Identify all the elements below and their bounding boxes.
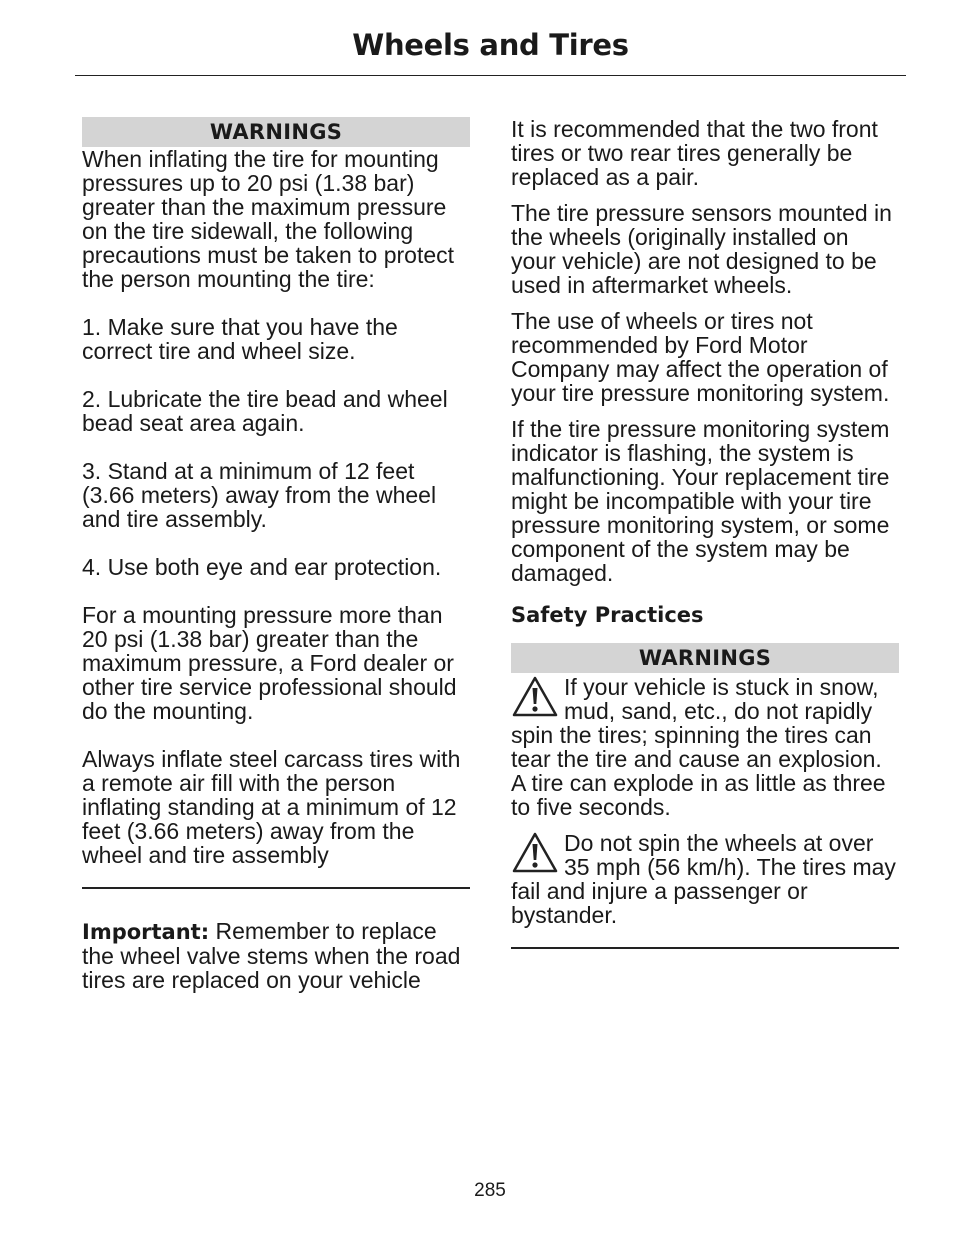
page-number: 285: [474, 1180, 506, 1201]
safety-practices-heading: Safety Practices: [511, 603, 704, 627]
warning-triangle-icon: [511, 831, 559, 875]
important-note: [82, 919, 470, 992]
title-divider: [75, 75, 906, 76]
warning-triangle-icon: [511, 675, 559, 719]
warnings-heading: WARNINGS: [511, 643, 899, 673]
dealer-mounting-text: For a mounting pressure more than 20 psi (1.38 bar) greater than the maximum pressure, a Ford dealer or other tire service professional should do the mounting.: [82, 602, 457, 724]
right-column: [511, 117, 899, 949]
paragraph-replace-pair: It is recommended that the two front tires or two rear tires generally be replaced as a pair.: [511, 116, 878, 190]
section-divider: [511, 947, 899, 949]
warning-item: [511, 831, 899, 927]
important-label: Important:: [82, 920, 210, 944]
steel-carcass-text: Always inflate steel carcass tires with a remote air fill with the person inflating standing at a minimum of 12 feet (3.66 meters) away from the wheel and tire assembly: [82, 746, 461, 868]
warning-item: [511, 675, 899, 819]
important-text: Remember to replace the wheel valve stems when the road tires are replaced on your vehicle: [82, 918, 461, 993]
left-column: [82, 117, 470, 992]
step-1: 1. Make sure that you have the correct tire and wheel size.: [82, 314, 398, 364]
warning-text-speed: Do not spin the wheels at over 35 mph (56 km/h). The tires may fail and injure a passenger or bystander.: [511, 830, 896, 928]
paragraph-sensors: The tire pressure sensors mounted in the wheels (originally installed on your vehicle) are not designed to be used in aftermarket wheels.: [511, 200, 892, 298]
warning-text-stuck: If your vehicle is stuck in snow, mud, sand, etc., do not rapidly spin the tires; spinning the tires can tear the tire and cause an explosion. A tire can explode in as little as three to five seconds.: [511, 674, 886, 820]
step-4: 4. Use both eye and ear protection.: [82, 554, 442, 580]
step-3: 3. Stand at a minimum of 12 feet (3.66 meters) away from the wheel and tire assembly.: [82, 458, 437, 532]
page-title: Wheels and Tires: [352, 28, 629, 62]
paragraph-ford-wheels: The use of wheels or tires not recommended by Ford Motor Company may affect the operation of your tire pressure monitoring system.: [511, 308, 890, 406]
section-divider: [82, 887, 470, 889]
warning-intro: When inflating the tire for mounting pressures up to 20 psi (1.38 bar) greater than the maximum pressure on the tire sidewall, the following precautions must be taken to protect the person mounting the tire:: [82, 146, 455, 292]
warnings-heading: WARNINGS: [82, 117, 470, 147]
paragraph-tpms-flashing: If the tire pressure monitoring system indicator is flashing, the system is malfunctioning. Your replacement tire might be incompatible with your tire pressure monitoring system, or some component of the system may be damaged.: [511, 416, 890, 586]
step-2: 2. Lubricate the tire bead and wheel bead seat area again.: [82, 386, 448, 436]
